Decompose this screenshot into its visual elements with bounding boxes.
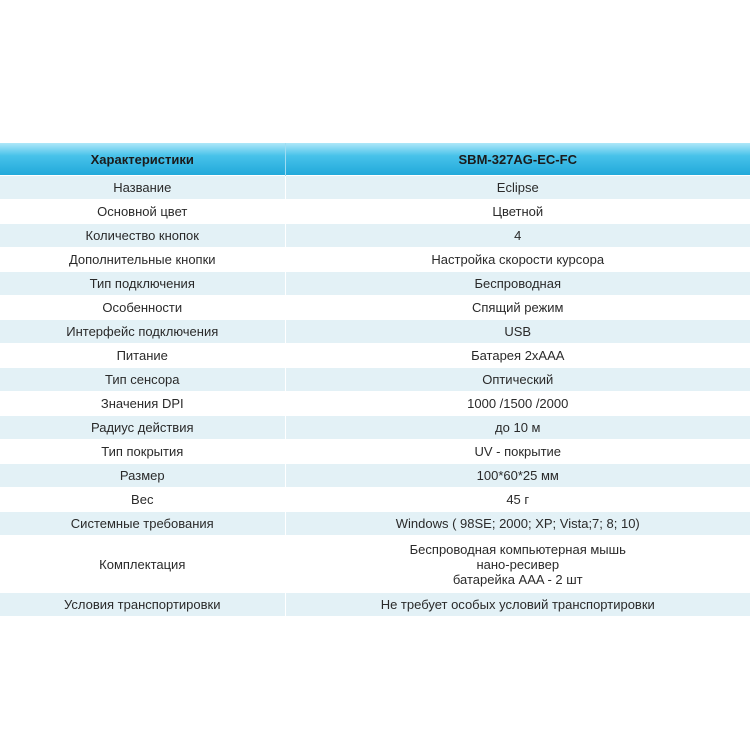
row-value: Батарея 2xAAA	[285, 344, 750, 368]
table-row	[0, 440, 750, 464]
table-row	[0, 536, 750, 593]
table-row	[0, 344, 750, 368]
table-row	[0, 593, 750, 617]
table-row	[0, 320, 750, 344]
table-row	[0, 248, 750, 272]
row-name: Количество кнопок	[0, 224, 285, 248]
row-value: до 10 м	[285, 416, 750, 440]
row-name: Питание	[0, 344, 285, 368]
row-value: Не требует особых условий транспортировки	[285, 593, 750, 617]
row-name: Основной цвет	[0, 200, 285, 224]
header-model: SBM-327AG-EC-FC	[285, 143, 750, 176]
row-name: Тип покрытия	[0, 440, 285, 464]
row-value: Цветной	[285, 200, 750, 224]
row-value-multiline	[285, 536, 750, 593]
row-name: Вес	[0, 488, 285, 512]
row-name: Размер	[0, 464, 285, 488]
row-value: Настройка скорости курсора	[285, 248, 750, 272]
row-value: 1000 /1500 /2000	[285, 392, 750, 416]
table-row	[0, 488, 750, 512]
row-name: Тип подключения	[0, 272, 285, 296]
table-row	[0, 512, 750, 536]
table-row	[0, 296, 750, 320]
row-value: Оптический	[285, 368, 750, 392]
package-item: батарейка AAA - 2 шт	[452, 571, 583, 587]
row-value: Беспроводная	[285, 272, 750, 296]
row-value: UV - покрытие	[285, 440, 750, 464]
row-value: Спящий режим	[285, 296, 750, 320]
row-name: Дополнительные кнопки	[0, 248, 285, 272]
table-row	[0, 416, 750, 440]
row-value: 45 г	[285, 488, 750, 512]
row-name: Системные требования	[0, 512, 285, 536]
package-item: нано-ресивер	[476, 556, 560, 572]
row-value: USB	[285, 320, 750, 344]
header-characteristics: Характеристики	[0, 143, 285, 176]
row-name: Тип сенсора	[0, 368, 285, 392]
row-name: Радиус действия	[0, 416, 285, 440]
row-value: 4	[285, 224, 750, 248]
table-row	[0, 464, 750, 488]
table-row	[0, 200, 750, 224]
table-row	[0, 272, 750, 296]
row-name: Условия транспортировки	[0, 593, 285, 617]
row-name: Значения DPI	[0, 392, 285, 416]
row-name: Интерфейс подключения	[0, 320, 285, 344]
table-row	[0, 224, 750, 248]
row-name: Особенности	[0, 296, 285, 320]
table-row	[0, 368, 750, 392]
table-row	[0, 392, 750, 416]
table-row	[0, 176, 750, 200]
row-value: Eclipse	[285, 176, 750, 200]
row-name: Название	[0, 176, 285, 200]
row-value: Windows ( 98SE; 2000; XP; Vista;7; 8; 10)	[285, 512, 750, 536]
row-name: Комплектация	[0, 536, 285, 593]
package-item: Беспроводная компьютерная мышь	[409, 541, 626, 557]
spec-table	[0, 143, 750, 616]
header-row	[0, 143, 750, 176]
row-value: 100*60*25 мм	[285, 464, 750, 488]
